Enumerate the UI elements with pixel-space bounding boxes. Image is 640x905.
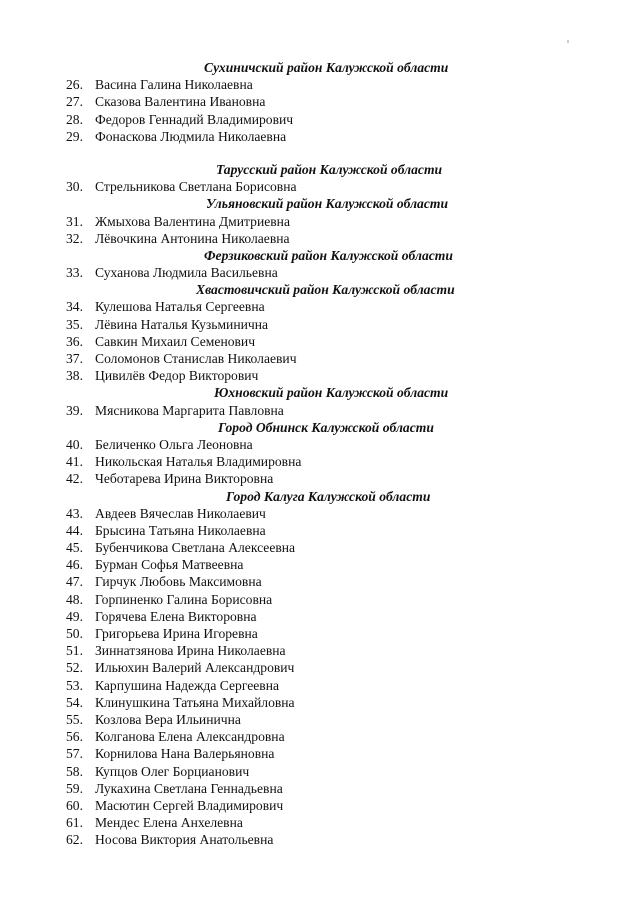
list-item-number: 41. — [66, 454, 83, 470]
list-item-name: Лёвина Наталья Кузьминична — [95, 316, 269, 332]
section-heading: Город Калуга Калужской области — [226, 488, 431, 504]
list-item — [0, 659, 640, 676]
list-item — [0, 111, 640, 128]
list-item-number: 58. — [66, 763, 83, 779]
list-item-number: 42. — [66, 471, 83, 487]
list-item — [0, 470, 640, 487]
list-item-name: Фонаскова Людмила Николаевна — [95, 128, 287, 144]
list-item-name: Колганова Елена Александровна — [95, 729, 285, 745]
list-item — [0, 642, 640, 659]
list-item-number: 48. — [66, 591, 83, 607]
section-heading: Хвастовичский район Калужской области — [196, 282, 455, 298]
section-heading: Город Обнинск Калужской области — [218, 419, 434, 435]
list-item — [0, 608, 640, 625]
section-heading: Тарусский район Калужской области — [216, 161, 443, 177]
list-item-number: 33. — [66, 265, 83, 281]
list-item-name: Жмыхова Валентина Дмитриевна — [95, 213, 290, 229]
list-item-number: 60. — [66, 797, 83, 813]
list-item-name: Козлова Вера Ильинична — [95, 711, 241, 727]
list-item-number: 43. — [66, 505, 83, 521]
list-item-name: Кулешова Наталья Сергеевна — [95, 299, 265, 315]
list-item-name: Чеботарева Ирина Викторовна — [95, 471, 274, 487]
list-item — [0, 333, 640, 350]
list-item-number: 32. — [66, 230, 83, 246]
list-item — [0, 763, 640, 780]
list-item-number: 44. — [66, 522, 83, 538]
list-item-name: Лёвочкина Антонина Николаевна — [95, 230, 290, 246]
list-item-name: Зиннатзянова Ирина Николаевна — [95, 643, 286, 659]
list-item-name: Федоров Геннадий Владимирович — [95, 111, 294, 127]
list-item — [0, 93, 640, 110]
list-item-name: Карпушина Надежда Сергеевна — [95, 677, 280, 693]
section-heading: Ульяновский район Калужской области — [206, 196, 449, 212]
list-item-name: Бурман Софья Матвеевна — [95, 557, 244, 573]
list-item-number: 46. — [66, 557, 83, 573]
list-item-name: Авдеев Вячеслав Николаевич — [95, 505, 266, 521]
list-item-number: 59. — [66, 780, 83, 796]
list-item-name: Никольская Наталья Владимировна — [95, 454, 302, 470]
list-item-number: 34. — [66, 299, 83, 315]
list-item — [0, 453, 640, 470]
list-item — [0, 178, 640, 195]
list-item — [0, 711, 640, 728]
list-item-name: Григорьева Ирина Игоревна — [95, 626, 258, 641]
list-item-number: 50. — [66, 626, 83, 641]
list-item-number: 26. — [66, 77, 83, 93]
list-item — [0, 264, 640, 281]
list-item — [0, 316, 640, 333]
list-item-name: Беличенко Ольга Леоновна — [95, 436, 253, 452]
list-item-number: 51. — [66, 643, 83, 659]
list-item-number: 54. — [66, 694, 83, 710]
section-spacer — [0, 145, 640, 161]
list-item — [0, 350, 640, 367]
list-item-name: Васина Галина Николаевна — [95, 77, 253, 93]
list-item — [0, 780, 640, 797]
scan-mark — [567, 40, 569, 43]
list-item-name: Савкин Михаил Семенович — [95, 333, 256, 349]
list-item — [0, 625, 640, 642]
list-item-name: Суханова Людмила Васильевна — [95, 265, 278, 281]
list-item-name: Соломонов Станислав Николаевич — [95, 351, 297, 366]
section-heading: Юхновский район Калужской области — [214, 385, 449, 401]
list-item-number: 53. — [66, 677, 83, 693]
list-item-name: Носова Виктория Анатольевна — [95, 832, 274, 848]
list-item-number: 37. — [66, 351, 83, 366]
list-item-name: Горпиненко Галина Борисовна — [95, 591, 273, 607]
list-item-number: 49. — [66, 608, 83, 624]
list-item-number: 40. — [66, 436, 83, 452]
list-item — [0, 556, 640, 573]
list-item-name: Ильюхин Валерий Александрович — [95, 660, 295, 676]
list-item — [0, 230, 640, 247]
list-item-name: Корнилова Нана Валерьяновна — [95, 746, 275, 762]
list-item-name: Мендес Елена Анхелевна — [95, 815, 243, 831]
list-item-name: Клинушкина Татьяна Михайловна — [95, 694, 295, 710]
list-item — [0, 128, 640, 145]
list-item-name: Лукахина Светлана Геннадьевна — [95, 780, 283, 796]
list-item-name: Цивилёв Федор Викторович — [95, 368, 259, 384]
list-item — [0, 814, 640, 831]
list-item — [0, 677, 640, 694]
list-item — [0, 797, 640, 814]
list-item — [0, 573, 640, 590]
list-item-number: 61. — [66, 815, 83, 831]
list-item-name: Купцов Олег Борцианович — [95, 763, 250, 779]
list-item — [0, 539, 640, 556]
list-item-number: 29. — [66, 128, 83, 144]
section-heading: Ферзиковский район Калужской области — [204, 247, 453, 263]
list-item — [0, 745, 640, 762]
list-item-name: Масютин Сергей Владимирович — [95, 797, 284, 813]
list-item-number: 27. — [66, 94, 83, 110]
participant-list — [0, 59, 640, 848]
list-item — [0, 728, 640, 745]
list-item-number: 28. — [66, 111, 83, 127]
list-item — [0, 522, 640, 539]
list-item-name: Гирчук Любовь Максимовна — [95, 574, 262, 590]
list-item-number: 62. — [66, 832, 83, 848]
list-item-name: Сказова Валентина Ивановна — [95, 94, 266, 110]
list-item-name: Брысина Татьяна Николаевна — [95, 522, 266, 538]
list-item-number: 45. — [66, 540, 83, 556]
list-item-name: Стрельникова Светлана Борисовна — [95, 179, 297, 195]
list-item — [0, 505, 640, 522]
list-item-number: 56. — [66, 729, 83, 745]
list-item — [0, 367, 640, 384]
list-item-name: Бубенчикова Светлана Алексеевна — [95, 540, 296, 556]
list-item-number: 57. — [66, 746, 83, 762]
list-item-number: 31. — [66, 213, 83, 229]
list-item — [0, 213, 640, 230]
list-item — [0, 831, 640, 848]
list-item-number: 47. — [66, 574, 83, 590]
list-item-number: 38. — [66, 368, 83, 384]
list-item — [0, 591, 640, 608]
list-item-number: 55. — [66, 711, 83, 727]
list-item — [0, 402, 640, 419]
list-item — [0, 298, 640, 315]
list-item-number: 52. — [66, 660, 83, 676]
list-item-number: 36. — [66, 333, 83, 349]
list-item-name: Горячева Елена Викторовна — [95, 608, 257, 624]
list-item-name: Мясникова Маргарита Павловна — [95, 402, 284, 418]
list-item — [0, 436, 640, 453]
list-item — [0, 694, 640, 711]
list-item — [0, 76, 640, 93]
list-item-number: 35. — [66, 316, 83, 332]
list-item-number: 30. — [66, 179, 83, 195]
section-heading: Сухиничский район Калужской области — [204, 60, 449, 75]
list-item-number: 39. — [66, 402, 83, 418]
